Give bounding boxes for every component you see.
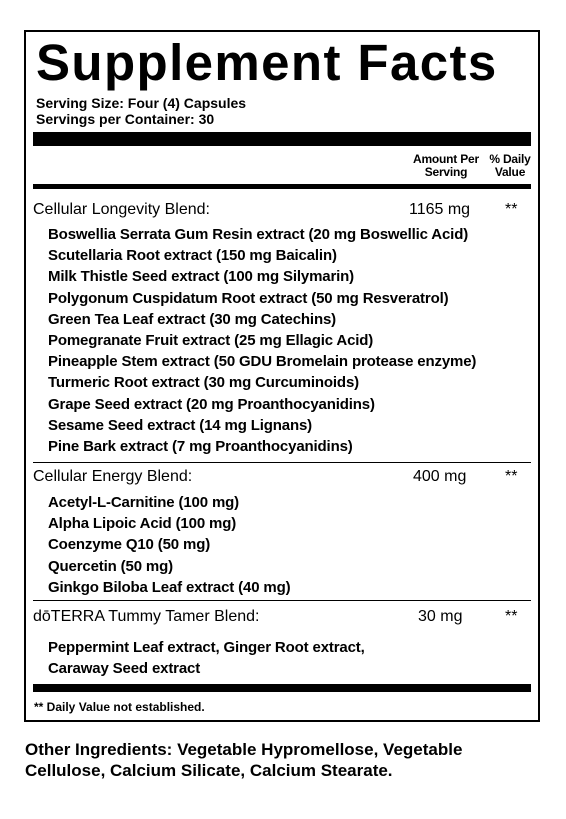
blend-daily-value: ** xyxy=(505,468,518,485)
blend-amount: 1165 mg xyxy=(409,201,471,218)
list-item: Grape Seed extract (20 mg Proanthocyanidins) xyxy=(48,395,375,413)
list-item: Alpha Lipoic Acid (100 mg) xyxy=(48,515,237,533)
thin-divider xyxy=(33,462,531,463)
amount-header-line1: Amount Per xyxy=(412,152,479,166)
serving-size: Serving Size: Four (4) Capsules xyxy=(36,95,247,111)
list-item: Boswellia Serrata Gum Resin extract (20 mg Boswellic Acid) xyxy=(48,226,469,243)
ingredient-list xyxy=(48,224,476,457)
list-item: Milk Thistle Seed extract (100 mg Silymarin) xyxy=(48,268,355,286)
blend-name: Cellular Energy Blend: xyxy=(33,468,193,485)
panel-title: Supplement Facts xyxy=(36,34,498,91)
blend-daily-value: ** xyxy=(505,608,518,625)
list-item: Turmeric Root extract (30 mg Curcuminoids) xyxy=(48,374,359,392)
blend-daily-value: ** xyxy=(505,201,518,218)
blend-name: dōTERRA Tummy Tamer Blend: xyxy=(33,608,260,625)
list-item: Ginkgo Biloba Leaf extract (40 mg) xyxy=(48,578,291,596)
medium-divider xyxy=(33,184,531,189)
thick-divider-top xyxy=(33,132,531,146)
dv-header-line2: Value xyxy=(494,165,526,179)
list-item: Polygonum Cuspidatum Root extract (50 mg Resveratrol) xyxy=(48,289,449,307)
daily-value-header xyxy=(486,153,534,179)
amount-header-line2: Serving xyxy=(424,165,468,179)
list-item: Coenzyme Q10 (50 mg) xyxy=(48,536,211,554)
list-item: Sesame Seed extract (14 mg Lignans) xyxy=(48,416,313,434)
list-item: Scutellaria Root extract (150 mg Baicalin) xyxy=(48,247,337,265)
other-ingredients: Other Ingredients: Vegetable Hypromellose, Vegetable Cellulose, Calcium Silicate, Calcium Stearate. xyxy=(25,740,463,780)
blend-amount: 400 mg xyxy=(413,468,467,485)
dv-header-line1: % Daily xyxy=(489,152,531,166)
list-item: Pineapple Stem extract (50 GDU Bromelain protease enzyme) xyxy=(48,353,477,371)
thin-divider xyxy=(33,600,531,601)
ingredient-list xyxy=(48,492,290,598)
list-item: Pomegranate Fruit extract (25 mg Ellagic Acid) xyxy=(48,332,374,350)
blend-amount: 30 mg xyxy=(418,608,463,625)
list-item: Pine Bark extract (7 mg Proanthocyanidins) xyxy=(48,438,353,456)
supplement-facts-panel xyxy=(24,30,540,722)
list-item: Green Tea Leaf extract (30 mg Catechins) xyxy=(48,310,336,328)
blend-name: Cellular Longevity Blend: xyxy=(33,201,210,218)
list-item: Peppermint Leaf extract, Ginger Root extract, xyxy=(48,639,365,656)
thick-divider-bottom xyxy=(33,684,531,692)
list-item: Quercetin (50 mg) xyxy=(48,557,173,575)
amount-per-serving-header xyxy=(406,153,486,179)
ingredient-list xyxy=(48,637,365,679)
list-item: Acetyl-L-Carnitine (100 mg) xyxy=(48,494,239,511)
list-item: Caraway Seed extract xyxy=(48,660,201,678)
servings-per-container: Servings per Container: 30 xyxy=(36,111,215,127)
daily-value-footnote: ** Daily Value not established. xyxy=(34,700,205,714)
